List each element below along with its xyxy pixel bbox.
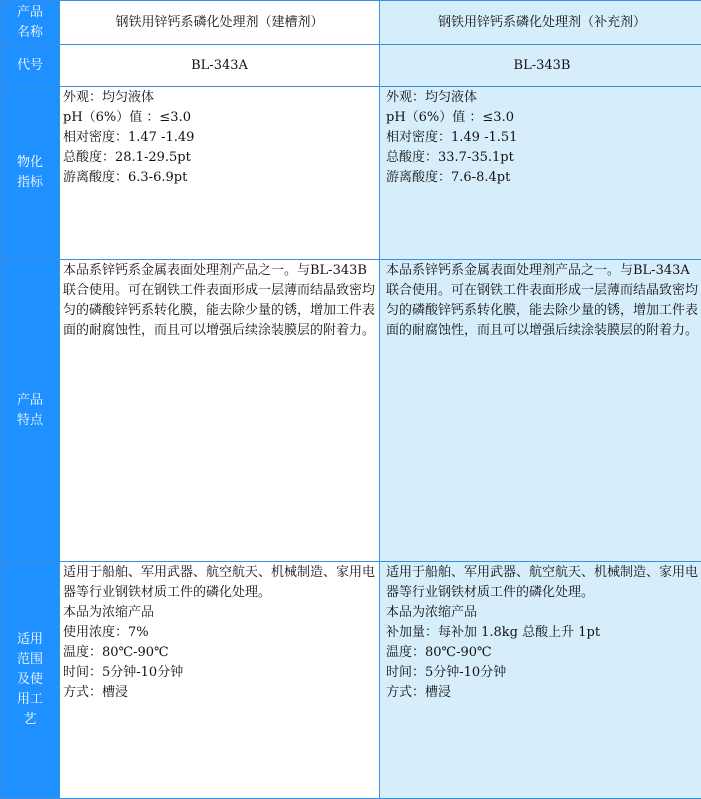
product-a-physchem	[60, 87, 380, 260]
header-features: 产品特点	[1, 260, 60, 562]
usage-intro: 适用于船舶、军用武器、航空航天、机械制造、家用电器等行业钢铁材质工件的磷化处理。	[386, 563, 698, 603]
product-b-usage	[380, 562, 701, 799]
row-usage	[1, 562, 701, 799]
usage-line: 方式：槽浸	[386, 683, 698, 703]
header-usage: 适用范围及使用工艺	[1, 562, 60, 799]
usage-line: 温度：80℃-90℃	[386, 643, 698, 663]
features-text: 本品系锌钙系金属表面处理剂产品之一。与BL-343B联合使用。可在钢铁工件表面形成一层薄而结晶致密均匀的磷酸锌钙系转化膜，能去除少量的锈，增加工件表面的耐腐蚀性，而且可以增强后续涂装膜层的附着力。	[63, 261, 376, 341]
header-physchem: 物化指标	[1, 87, 60, 260]
physchem-line: 相对密度：1.47 -1.49	[63, 128, 376, 148]
usage-line: 时间：5分钟-10分钟	[63, 663, 376, 683]
usage-line: 补加量：每补加 1.8kg 总酸上升 1pt	[386, 623, 698, 643]
header-code: 代号	[1, 45, 60, 87]
header-product-name: 产品名称	[1, 1, 60, 45]
product-a-code: BL-343A	[60, 45, 380, 87]
physchem-line: 游离酸度：7.6-8.4pt	[386, 168, 698, 188]
physchem-line: 总酸度：28.1-29.5pt	[63, 148, 376, 168]
product-a-name: 钢铁用锌钙系磷化处理剂（建槽剂）	[60, 1, 380, 45]
physchem-line: 游离酸度：6.3-6.9pt	[63, 168, 376, 188]
product-a-features	[60, 260, 380, 562]
row-product-name	[1, 1, 701, 45]
row-code	[1, 45, 701, 87]
product-b-physchem	[380, 87, 701, 260]
usage-line: 本品为浓缩产品	[63, 603, 376, 623]
features-text: 本品系锌钙系金属表面处理剂产品之一。与BL-343A联合使用。可在钢铁工件表面形成一层薄而结晶致密均匀的磷酸锌钙系转化膜，能去除少量的锈，增加工件表面的耐腐蚀性，而且可以增强后续涂装膜层的附着力。	[386, 261, 698, 341]
physchem-line: pH（6%）值 ：≤3.0	[386, 108, 698, 128]
usage-intro: 适用于船舶、军用武器、航空航天、机械制造、家用电器等行业钢铁材质工件的磷化处理。	[63, 563, 376, 603]
physchem-line: 外观：均匀液体	[63, 88, 376, 108]
usage-line: 方式：槽浸	[63, 683, 376, 703]
product-b-code: BL-343B	[380, 45, 701, 87]
row-physchem	[1, 87, 701, 260]
physchem-line: pH（6%）值 ：≤3.0	[63, 108, 376, 128]
product-b-features	[380, 260, 701, 562]
product-a-usage	[60, 562, 380, 799]
physchem-line: 总酸度：33.7-35.1pt	[386, 148, 698, 168]
usage-line: 温度：80℃-90℃	[63, 643, 376, 663]
product-b-name: 钢铁用锌钙系磷化处理剂（补充剂）	[380, 1, 701, 45]
physchem-line: 外观：均匀液体	[386, 88, 698, 108]
physchem-line: 相对密度：1.49 -1.51	[386, 128, 698, 148]
usage-line: 本品为浓缩产品	[386, 603, 698, 623]
usage-line: 时间：5分钟-10分钟	[386, 663, 698, 683]
row-features	[1, 260, 701, 562]
usage-line: 使用浓度：7%	[63, 623, 376, 643]
